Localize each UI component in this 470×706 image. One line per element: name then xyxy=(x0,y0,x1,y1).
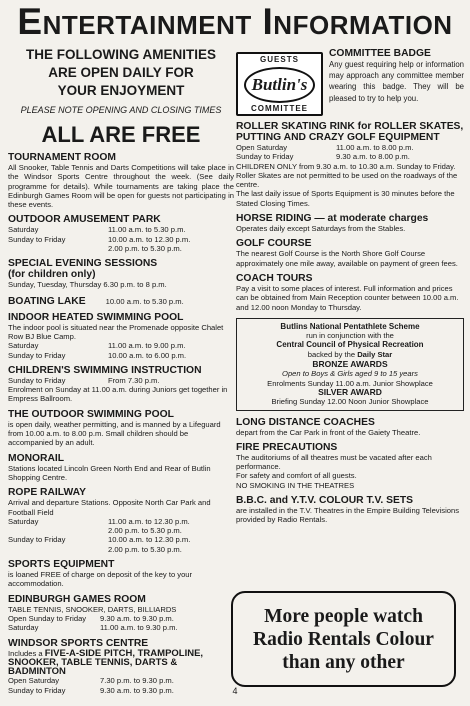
silver-heading: SILVER AWARD xyxy=(318,386,382,397)
boating-time: 10.00 a.m. to 5.30 p.m. xyxy=(105,296,184,306)
bronze-text: Open to Boys & Girls aged 9 to 15 years xyxy=(282,369,418,379)
equipment-heading: SPORTS EQUIPMENT xyxy=(8,559,115,571)
right-column xyxy=(236,48,464,525)
time-row: Open Saturday 7.30 p.m. to 9.30 p.m. xyxy=(8,676,174,686)
windsor-facilities: FIVE-A-SIDE PITCH, TRAMPOLINE, SNOOKER, TABLE TENNIS, DARTS & BADMINTON xyxy=(8,647,204,678)
evening-heading: SPECIAL EVENING SESSIONS xyxy=(8,258,158,270)
time-row: Saturday 11.00 a.m. to 9.00 p.m. xyxy=(8,341,186,351)
boating-row xyxy=(8,296,234,307)
time-row: 2.00 p.m. to 5.30 p.m. xyxy=(108,544,182,554)
butlins-badge-logo: GUESTS Butlin's COMMITTEE xyxy=(236,52,323,116)
windsor-text: Includes a FIVE-A-SIDE PITCH, TRAMPOLINE, SNOOKER, TABLE TENNIS, DARTS & BADMINTON xyxy=(8,647,204,678)
skating-issue-text: The last daily issue of Sports Equipment is 30 minutes before the Stated Closing Times. xyxy=(236,189,455,208)
badge-text: Any guest requiring help or information may approach any committee member wearing this badge. They will be pleased to try to help you. xyxy=(329,60,464,103)
time-row: Saturday 11.00 a.m. to 12.30 p.m. xyxy=(8,516,190,526)
time-row: Sunday to Friday 9.30 a.m. to 8.00 p.m. xyxy=(236,152,410,162)
time-row: 2.00 p.m. to 5.30 p.m. xyxy=(108,244,182,254)
instruction-heading: CHILDREN'S SWIMMING INSTRUCTION xyxy=(8,364,202,376)
time-row: 2.00 p.m. to 5.30 p.m. xyxy=(108,526,182,536)
coach-text: Pay a visit to some places of interest. Full information and prices can be obtained from Main Reception counter between 10.00 a.m. and 12.00 noon Monday to Thursday. xyxy=(236,283,459,312)
page-title: Entertainment Information xyxy=(17,1,453,42)
amusement-heading: OUTDOOR AMUSEMENT PARK xyxy=(8,214,161,226)
skating-heading: ROLLER SKATING RINK for ROLLER SKATES, PUTTING AND CRAZY GOLF EQUIPMENT xyxy=(236,121,464,143)
committee-badge-section xyxy=(236,48,464,116)
evening-text: Sunday, Tuesday, Thursday 6.30 p.m. to 8 p.m. xyxy=(8,280,167,290)
outdoor-pool-heading: THE OUTDOOR SWIMMING POOL xyxy=(8,408,174,420)
tournament-text: All Snooker, Table Tennis and Darts Competitions will take place in the Windsor Sports Centre throughout the week. (See daily programme for details). While tournaments are taking place the Edinburgh Games Room will be open for guests not participating in these events. xyxy=(8,163,234,210)
tv-heading: B.B.C. and Y.T.V. COLOUR T.V. SETS xyxy=(236,495,413,507)
horse-text: Operates daily except Saturdays from the Stables. xyxy=(236,224,406,234)
amenities-line: ARE OPEN DAILY FOR xyxy=(48,65,194,80)
time-row: Sunday to Friday From 7.30 p.m. xyxy=(8,375,160,385)
pool-heading: INDOOR HEATED SWIMMING POOL xyxy=(8,311,184,323)
left-column xyxy=(8,46,234,695)
advert-line: Radio Rentals Colour xyxy=(253,628,434,650)
page-number: 4 xyxy=(232,686,238,696)
amenities-line: THE FOLLOWING AMENITIES xyxy=(26,47,216,62)
amenities-heading xyxy=(8,46,234,100)
railway-heading: ROPE RAILWAY xyxy=(8,487,87,499)
advert-line: More people watch xyxy=(264,605,423,627)
coach-heading: COACH TOURS xyxy=(236,272,313,284)
coaches-heading: LONG DISTANCE COACHES xyxy=(236,416,375,428)
amenities-line: YOUR ENJOYMENT xyxy=(57,83,185,98)
fire-text: NO SMOKING IN THE THEATRES xyxy=(236,480,355,490)
time-row: Open Sunday to Friday 9.30 a.m. to 9.30 p.m. xyxy=(8,613,174,623)
silver-text: Briefing Sunday 12.00 Noon Junior Showplace xyxy=(271,397,429,407)
time-row: Saturday 11.00 a.m. to 9.30 p.m. xyxy=(8,623,178,633)
time-row: Saturday 11.00 a.m. to 5.30 p.m. xyxy=(8,225,186,235)
skating-children-text: CHILDREN ONLY from 9.30 a.m. to 10.30 a.m. Sunday to Friday. xyxy=(236,161,456,171)
skating-rule-text: Roller Skates are not permitted to be used on the roadways of the centre. xyxy=(236,170,458,190)
equipment-text: is loaned FREE of charge on deposit of the key to your accommodation. xyxy=(8,570,193,589)
opening-times-note: PLEASE NOTE OPENING AND CLOSING TIMES xyxy=(20,105,222,115)
all-free-heading: ALL ARE FREE xyxy=(41,122,201,147)
tv-text: are installed in the T.V. Theatres in the Empire Building Televisions provided by Radio Rentals. xyxy=(236,506,460,525)
windsor-heading: WINDSOR SPORTS CENTRE xyxy=(8,637,149,649)
outdoor-pool-text: is open daily, weather permitting, and is manned by a Lifeguard from 10.00 a.m. to 8.00 p.m. Small children should be accompanied by an adult. xyxy=(8,419,221,448)
bronze-heading: BRONZE AWARDS xyxy=(312,359,388,370)
radio-rentals-advert xyxy=(231,591,456,687)
pool-text: The indoor pool is situated near the Promenade opposite Chalet Row BJ Blue Camp. xyxy=(8,322,224,341)
time-row: Sunday to Friday 9.30 a.m. to 9.30 p.m. xyxy=(8,685,174,695)
monorail-text: Stations located Lincoln Green North End and Rear of Butlin Shopping Centre. xyxy=(8,463,211,482)
time-row: Sunday to Friday 10.00 a.m. to 6.00 p.m. xyxy=(8,350,187,360)
fire-heading: FIRE PRECAUTIONS xyxy=(236,441,338,453)
pentathlete-line: Central Council of Physical Recreation xyxy=(276,340,424,350)
coaches-text: depart from the Car Park in front of the Gaiety Theatre. xyxy=(236,427,421,437)
badge-info xyxy=(329,48,464,116)
pentathlete-title: Butlins National Pentathlete Scheme xyxy=(280,321,420,331)
pentathlete-line: backed by the Daily Star xyxy=(307,349,393,359)
golf-text: The nearest Golf Course is the North Shore Golf Course approximately one mile away, available on payment of green fees. xyxy=(236,249,458,268)
bronze-enrol: Enrolments Sunday 11.00 a.m. Junior Showplace xyxy=(267,378,433,388)
fire-text: The auditoriums of all theatres must be vacated after each performance. xyxy=(236,452,432,472)
instruction-text: Enrolment on Sunday at 11.00 a.m. during Juniors get together in Empress Ballroom. xyxy=(8,385,228,404)
pentathlete-box xyxy=(236,318,464,411)
railway-text: Arrival and departure Stations. Opposite North Car Park and Football Field xyxy=(8,498,211,517)
monorail-heading: MONORAIL xyxy=(8,452,65,464)
time-row: Sunday to Friday 10.00 a.m. to 12.30 p.m. xyxy=(8,234,191,244)
badge-heading: COMMITTEE BADGE xyxy=(329,48,431,59)
advert-line: than any other xyxy=(282,651,405,673)
fire-text: For safety and comfort of all guests. xyxy=(236,471,357,481)
time-row: Open Saturday 11.00 a.m. to 8.00 p.m. xyxy=(236,143,414,152)
horse-heading: HORSE RIDING — at moderate charges xyxy=(236,213,429,225)
games-heading: EDINBURGH GAMES ROOM xyxy=(8,593,146,605)
pentathlete-line: run in conjunction with the xyxy=(306,331,394,341)
golf-heading: GOLF COURSE xyxy=(236,238,312,250)
games-subheading: TABLE TENNIS, SNOOKER, DARTS, BILLIARDS xyxy=(8,604,177,614)
time-row: Sunday to Friday 10.00 a.m. to 12.30 p.m. xyxy=(8,535,191,545)
boating-heading: BOATING LAKE xyxy=(8,295,86,307)
evening-subheading: (for children only) xyxy=(8,269,96,281)
tournament-heading: TOURNAMENT ROOM xyxy=(8,152,116,163)
